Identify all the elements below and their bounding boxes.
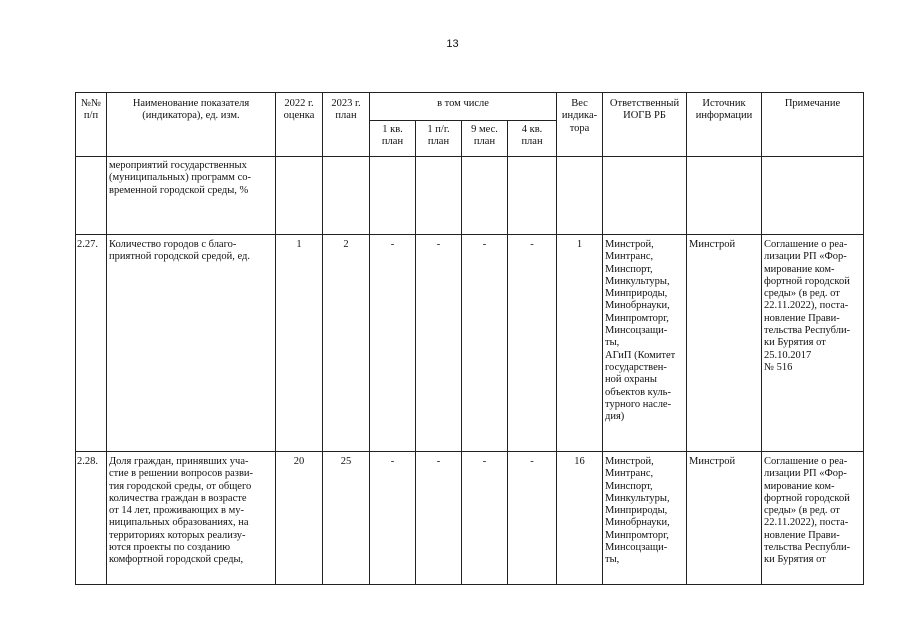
header-h1: 1 п/г. план <box>416 121 462 157</box>
table-row <box>76 235 864 452</box>
table-row <box>76 452 864 585</box>
row-note: Соглашение о реа- лизации РП «Фор- мирование ком- фортной городской среды» (в ред. от 22.11.2022), поста- новление Прави- тельства Республи- ки Бурятия от <box>762 452 864 585</box>
row-weight <box>557 157 603 235</box>
header-including: в том числе <box>370 93 557 121</box>
row-h1: - <box>416 235 462 452</box>
header-weight: Вес индика- тора <box>557 93 603 157</box>
row-2022: 20 <box>276 452 323 585</box>
row-9m <box>462 157 508 235</box>
row-weight: 16 <box>557 452 603 585</box>
row-2022 <box>276 157 323 235</box>
row-h1: - <box>416 452 462 585</box>
row-num <box>76 157 107 235</box>
row-source <box>687 157 762 235</box>
row-h1 <box>416 157 462 235</box>
header-row-1 <box>76 93 864 121</box>
indicators-table <box>75 92 864 585</box>
page-number: 13 <box>446 38 459 50</box>
header-responsible: Ответственный ИОГВ РБ <box>603 93 687 157</box>
row-9m: - <box>462 235 508 452</box>
header-q4: 4 кв. план <box>508 121 557 157</box>
row-note: Соглашение о реа- лизации РП «Фор- мирование ком- фортной городской среды» (в ред. от 22.11.2022), поста- новление Прави- тельства Республи- ки Бурятия от 25.10.2017 № 516 <box>762 235 864 452</box>
row-source: Минстрой <box>687 235 762 452</box>
row-q1: - <box>370 452 416 585</box>
row-name: Количество городов с благо- приятной городской средой, ед. <box>107 235 276 452</box>
row-2022: 1 <box>276 235 323 452</box>
header-9m: 9 мес. план <box>462 121 508 157</box>
header-2022: 2022 г. оценка <box>276 93 323 157</box>
row-q1: - <box>370 235 416 452</box>
header-2023: 2023 г. план <box>323 93 370 157</box>
row-2023: 25 <box>323 452 370 585</box>
row-source: Минстрой <box>687 452 762 585</box>
row-q4: - <box>508 452 557 585</box>
row-q4: - <box>508 235 557 452</box>
row-note <box>762 157 864 235</box>
header-q1: 1 кв. план <box>370 121 416 157</box>
row-2023: 2 <box>323 235 370 452</box>
row-weight: 1 <box>557 235 603 452</box>
row-name: мероприятий государственных (муниципальных) программ со- временной городской среды, % <box>107 157 276 235</box>
header-num: №№ п/п <box>76 93 107 157</box>
row-9m: - <box>462 452 508 585</box>
row-num: 2.27. <box>76 235 107 452</box>
row-responsible: Минстрой, Минтранс, Минспорт, Минкультуры, Минприроды, Минобрнауки, Минпромторг, Минсоцзащи- ты, АГиП (Комитет государствен- ной охраны объектов куль- турного насле- дия) <box>603 235 687 452</box>
row-responsible <box>603 157 687 235</box>
header-name: Наименование показателя (индикатора), ед. изм. <box>107 93 276 157</box>
header-source: Источник информации <box>687 93 762 157</box>
row-responsible: Минстрой, Минтранс, Минспорт, Минкультуры, Минприроды, Минобрнауки, Минпромторг, Минсоцзащи- ты, <box>603 452 687 585</box>
row-q1 <box>370 157 416 235</box>
row-q4 <box>508 157 557 235</box>
row-2023 <box>323 157 370 235</box>
row-name: Доля граждан, принявших уча- стие в решении вопросов разви- тия городской среды, от общего количества граждан в возрасте от 14 лет, проживающих в му- ниципальных образованиях, на территориях которых реализу- ются проекты по созданию комфортной городской среды, <box>107 452 276 585</box>
row-num: 2.28. <box>76 452 107 585</box>
header-note: Примечание <box>762 93 864 157</box>
table-row <box>76 157 864 235</box>
